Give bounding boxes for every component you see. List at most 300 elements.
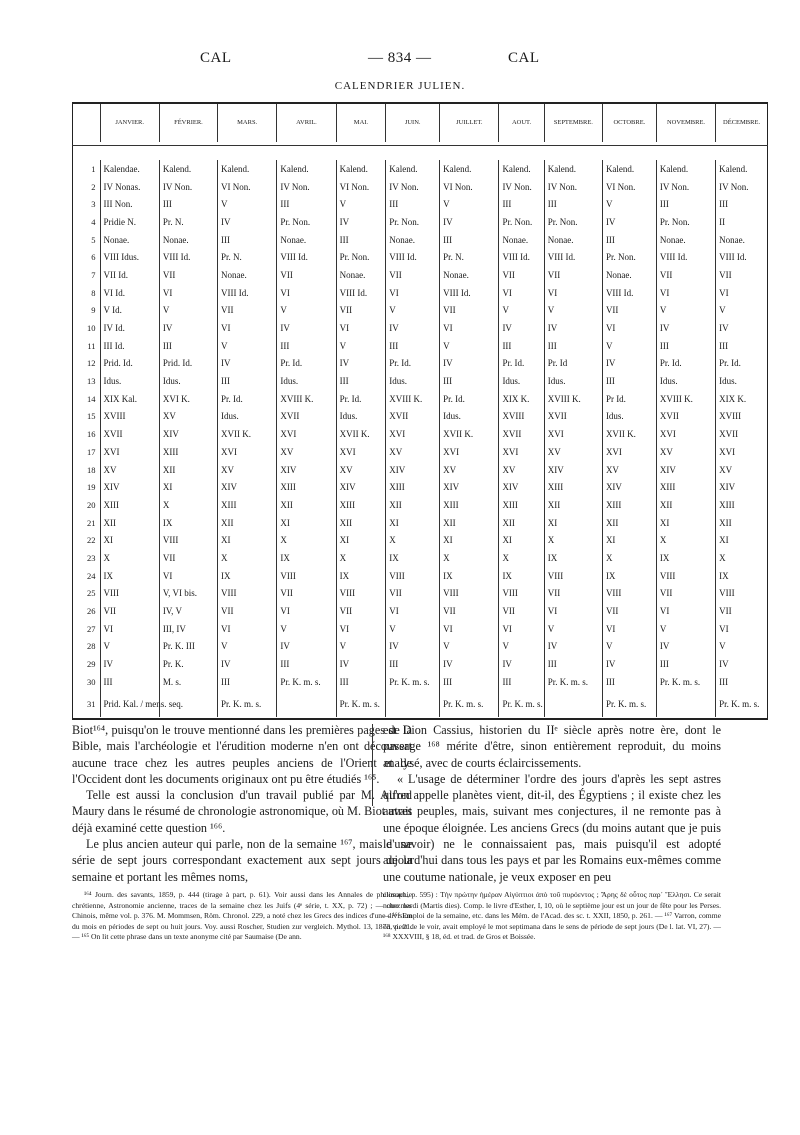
table-cell: III Non. [100, 195, 159, 213]
table-row [72, 655, 768, 673]
table-cell: VI [544, 602, 602, 620]
day-number: 12 [72, 355, 100, 373]
table-cell: VI [218, 319, 277, 337]
table-cell: VIII [277, 567, 336, 585]
table-cell: III [440, 673, 499, 691]
table-cell: Pr. K. m. s. [602, 691, 656, 717]
table-cell: IX [386, 549, 440, 567]
table-cell: VIII Id. [656, 248, 715, 266]
table-cell: IV [218, 213, 277, 231]
table-cell [544, 691, 602, 717]
table-row [72, 372, 768, 390]
table-cell: III [719, 676, 729, 687]
table-cell: XI [100, 531, 159, 549]
table-cell: III [386, 337, 440, 355]
day-number: 6 [72, 248, 100, 266]
table-cell: VI Non. [602, 178, 656, 196]
table-cell: III [602, 673, 656, 691]
table-cell: Pr. K. [159, 655, 217, 673]
footnotes-right [383, 890, 721, 943]
table-cell: X [218, 549, 277, 567]
table-row [72, 213, 768, 231]
table-cell: VII [544, 266, 602, 284]
day-number: 10 [72, 319, 100, 337]
table-cell: V [544, 302, 602, 320]
table-cell: XII [336, 514, 386, 532]
table-cell: XVII [544, 408, 602, 426]
table-cell: XIV [277, 461, 336, 479]
table-cell: VIII [159, 531, 217, 549]
table-cell: Pr. Non. [277, 213, 336, 231]
table-cell: X [544, 531, 602, 549]
table-cell: XV [602, 461, 656, 479]
table-cell: XV [386, 443, 440, 461]
table-cell: Idus. [656, 372, 715, 390]
table-cell: VI [159, 284, 217, 302]
table-cell: III [218, 372, 277, 390]
table-cell: XI [499, 531, 544, 549]
table-cell: Idus. [544, 372, 602, 390]
table-cell: XII [386, 496, 440, 514]
table-cell: IV [602, 655, 656, 673]
table-cell: XIII [656, 478, 715, 496]
table-cell: V [159, 302, 217, 320]
table-cell: III [159, 195, 217, 213]
table-cell: Nonae. [544, 231, 602, 249]
table-cell: V [277, 620, 336, 638]
table-cell: XII [544, 496, 602, 514]
day-number: 8 [72, 284, 100, 302]
table-cell: VI Non. [336, 178, 386, 196]
table-cell: VI [336, 620, 386, 638]
table-cell: IV [440, 655, 499, 673]
table-cell: V [440, 638, 499, 656]
table-cell: IV Id. [100, 319, 159, 337]
table-cell: III [499, 195, 544, 213]
table-cell: XI [277, 514, 336, 532]
table-cell: X [100, 549, 159, 567]
table-cell: III [277, 655, 336, 673]
table-cell: VI [656, 602, 715, 620]
table-cell: IV, V [159, 602, 217, 620]
table-cell: V [440, 195, 499, 213]
table-cell: VIII Idus. [100, 248, 159, 266]
day-number: 22 [72, 531, 100, 549]
table-cell: XII [656, 496, 715, 514]
table-cell: XIII [336, 496, 386, 514]
day-number: 4 [72, 213, 100, 231]
table-cell: IV [499, 655, 544, 673]
table-cell: XV [100, 461, 159, 479]
column-divider [372, 724, 373, 806]
table-title: CALENDRIER JULIEN. [334, 80, 466, 92]
table-cell: V Id. [100, 302, 159, 320]
table-cell: V [336, 337, 386, 355]
table-cell: VIII Id. [159, 248, 217, 266]
table-cell: XVIII [499, 408, 544, 426]
footnote-text: climact., p. 595) : Τὴν πρώτην ἡμέραν Αἰγύπτιοι ἀπὸ τοῦ πυρόεντος ; Ἄρης δὲ οὗτος παρ᾽ Ἕλλησι. Ce serait notre mardi (Martis dies). Comp. le livre d'Esther, I, 10, où le septième jour est un jour de fête pour les Perses. — ¹⁶⁶ Emploi de la semaine, etc. dans les Mém. de l'Acad. des sc. t. XXII, 1850, p. 261. — ¹⁶⁷ Varron, comme on vient de le voir, avait employé le mot septimana dans le sens de période de sept jours (De l. lat. VI, 27). — ¹⁶⁸ XXXVIII, § 18, éd. et trad. de Gros et Boissée. [383, 890, 721, 942]
table-cell: VI [386, 284, 440, 302]
table-cell: Kalend. [440, 160, 499, 178]
table-row [72, 567, 768, 585]
table-cell: XIII [100, 496, 159, 514]
table-cell: IX [440, 567, 499, 585]
table-cell: VIII Id. [602, 284, 656, 302]
table-cell: Kalend. [719, 163, 748, 174]
header-left: CAL [200, 50, 232, 66]
table-cell: IV Non. [544, 178, 602, 196]
table-row [72, 673, 768, 691]
table-cell: VII [544, 585, 602, 603]
table-cell: VIII Id. [386, 248, 440, 266]
table-cell: VI Non. [440, 178, 499, 196]
table-row [72, 248, 768, 266]
month-header: JUILLET. [440, 102, 499, 142]
table-cell: VI Non. [218, 178, 277, 196]
table-cell: Pr. K. m. s. [544, 673, 602, 691]
table-cell: VII [602, 602, 656, 620]
table-cell: VIII [440, 585, 499, 603]
day-number: 3 [72, 195, 100, 213]
table-cell: III [656, 195, 715, 213]
table-cell: XVI K. [159, 390, 217, 408]
table-cell: Idus. [218, 408, 277, 426]
table-cell: IV [218, 655, 277, 673]
table-cell: V [218, 638, 277, 656]
table-cell: VI [602, 620, 656, 638]
table-cell: IV [386, 638, 440, 656]
table-cell: XI [159, 478, 217, 496]
table-cell: V [544, 620, 602, 638]
day-number: 20 [72, 496, 100, 514]
table-cell: III [336, 372, 386, 390]
table-cell: V [218, 337, 277, 355]
table-cell: Nonae. [218, 266, 277, 284]
table-cell: XIII [440, 496, 499, 514]
table-cell: XVI [277, 425, 336, 443]
table-cell: VII [336, 302, 386, 320]
table-cell: XI [386, 514, 440, 532]
table-cell: VII [386, 585, 440, 603]
body-left-column [72, 722, 412, 885]
table-cell: VI [656, 284, 715, 302]
table-cell: XIII [544, 478, 602, 496]
table-cell: III [544, 655, 602, 673]
table-cell: IV [544, 319, 602, 337]
table-cell: X [602, 549, 656, 567]
table-cell: XVII K. [440, 425, 499, 443]
table-cell: III [656, 337, 715, 355]
table-cell: IV [440, 213, 499, 231]
table-cell: III [277, 337, 336, 355]
table-cell: Prid. Kal. / mens. seq. [100, 691, 159, 717]
table-cell: III [218, 673, 277, 691]
table-cell: Idus. [719, 376, 737, 387]
table-cell: VI [440, 319, 499, 337]
table-cell: IX [499, 567, 544, 585]
table-cell: III [719, 340, 729, 351]
table-cell: VIII [499, 585, 544, 603]
table-cell: XV [656, 443, 715, 461]
table-cell: Pr. Non. [336, 248, 386, 266]
table-cell: IV [218, 355, 277, 373]
table-cell: V [499, 302, 544, 320]
table-cell: Pr. Non. [602, 248, 656, 266]
table-cell: VI [386, 602, 440, 620]
table-cell: VI Id. [100, 284, 159, 302]
table-row [72, 443, 768, 461]
day-number: 24 [72, 567, 100, 585]
table-row [72, 620, 768, 638]
table-cell: X [386, 531, 440, 549]
table-cell: Pr. Id. [499, 355, 544, 373]
table-cell: V [218, 195, 277, 213]
table-row [72, 549, 768, 567]
table-cell: VII [656, 585, 715, 603]
table-cell: III [602, 231, 656, 249]
table-cell: III [602, 372, 656, 390]
month-header: DÉCEMBRE. [716, 102, 768, 142]
table-row [72, 355, 768, 373]
table-cell: XIV [602, 478, 656, 496]
table-row [72, 408, 768, 426]
table-cell: XIV [159, 425, 217, 443]
table-cell: Prid. Id. [100, 355, 159, 373]
day-number: 28 [72, 638, 100, 656]
table-cell: VIII Id. [336, 284, 386, 302]
table-cell: III [100, 673, 159, 691]
table-cell: IX [336, 567, 386, 585]
table-cell: VI [159, 567, 217, 585]
table-cell: III Id. [100, 337, 159, 355]
table-row [72, 160, 768, 178]
month-header: FÉVRIER. [159, 102, 217, 142]
table-row [72, 195, 768, 213]
table-cell: XVI [499, 443, 544, 461]
table-cell: Pr. Non. [656, 213, 715, 231]
table-cell: X [159, 496, 217, 514]
day-number: 7 [72, 266, 100, 284]
table-cell: XVI [719, 446, 736, 457]
table-cell: XII [499, 514, 544, 532]
table-cell: IV [719, 659, 729, 670]
table-cell: VII [440, 602, 499, 620]
table-cell: Pr. K. m. s. [218, 691, 277, 717]
table-cell: Kalend. [277, 160, 336, 178]
table-cell: Idus. [277, 372, 336, 390]
day-number: 21 [72, 514, 100, 532]
table-cell: III [277, 195, 336, 213]
table-cell: VIII [100, 585, 159, 603]
table-cell: VI [544, 284, 602, 302]
table-cell: VIII [218, 585, 277, 603]
table-cell: Kalend. [218, 160, 277, 178]
day-number: 19 [72, 478, 100, 496]
table-cell [386, 691, 440, 717]
table-cell: VI [602, 319, 656, 337]
table-cell: Prid. Id. [159, 355, 217, 373]
table-cell: XV [277, 443, 336, 461]
table-cell: Pr. Id. [336, 390, 386, 408]
table-cell: Nonae. [656, 231, 715, 249]
table-row [72, 638, 768, 656]
table-cell: III [336, 231, 386, 249]
table-cell: Pr. Id [544, 355, 602, 373]
table-cell: XIII [386, 478, 440, 496]
table-cell: V [499, 638, 544, 656]
page-header [0, 50, 800, 74]
table-cell: XVIII K. [544, 390, 602, 408]
table-cell: VII [440, 302, 499, 320]
table-cell: XV [499, 461, 544, 479]
table-cell: III, IV [159, 620, 217, 638]
day-number: 11 [72, 337, 100, 355]
table-cell: XII [100, 514, 159, 532]
table-cell: VI [440, 620, 499, 638]
table-cell: Nonae. [277, 231, 336, 249]
day-number: 15 [72, 408, 100, 426]
table-cell: III [218, 231, 277, 249]
table-cell: V [656, 620, 715, 638]
table-cell: IV [100, 655, 159, 673]
table-cell: III [656, 655, 715, 673]
table-cell: VIII Id. [719, 252, 747, 263]
table-cell: VIII [602, 585, 656, 603]
month-header: NOVEMBRE. [656, 102, 715, 142]
day-number: 17 [72, 443, 100, 461]
table-cell: XI [440, 531, 499, 549]
table-cell: III [159, 337, 217, 355]
table-cell: X [656, 531, 715, 549]
table-row [72, 337, 768, 355]
table-cell: XI [602, 531, 656, 549]
table-cell: X [440, 549, 499, 567]
table-row [72, 691, 768, 717]
table-cell: XVI [100, 443, 159, 461]
table-cell: Nonae. [100, 231, 159, 249]
table-cell: Kalend. [159, 160, 217, 178]
table-row [72, 231, 768, 249]
table-cell: Kalendae. [100, 160, 159, 178]
table-cell: V, VI bis. [159, 585, 217, 603]
month-header: JANVIER. [100, 102, 159, 142]
table-cell: Pr. K. III [159, 638, 217, 656]
table-cell: VI [499, 284, 544, 302]
table-cell: XVIII K. [656, 390, 715, 408]
table-row [72, 514, 768, 532]
table-cell: XII [277, 496, 336, 514]
table-cell: IV Non. [277, 178, 336, 196]
paragraph: est Dion Cassius, historien du IIᵉ siècle après notre ère, dont le passage ¹⁶⁸ mérite d'être, sinon entièrement reproduit, du moins analysé, avec de courts éclaircissements. [383, 723, 721, 770]
table-cell: VII [159, 266, 217, 284]
table-cell: IV [386, 319, 440, 337]
table-cell: XIV [719, 482, 736, 493]
table-cell: IV Non. [719, 181, 749, 192]
table-cell: IV [544, 638, 602, 656]
table-cell: VIII Id. [218, 284, 277, 302]
table-cell: Pr. K. m. s. [440, 691, 499, 717]
table-cell: VII [602, 302, 656, 320]
month-header: AOUT. [499, 102, 544, 142]
table-row [72, 319, 768, 337]
table-cell: XV [440, 461, 499, 479]
table-cell: VI [277, 284, 336, 302]
table-cell: Pr. K. m. s. [336, 691, 386, 717]
table-cell: XVI [602, 443, 656, 461]
table-cell: Nonae. [386, 231, 440, 249]
table-cell: XVII [277, 408, 336, 426]
day-number: 14 [72, 390, 100, 408]
table-cell: XVI [336, 443, 386, 461]
julian-calendar-table [72, 102, 768, 717]
table-cell: XVII [499, 425, 544, 443]
day-number: 30 [72, 673, 100, 691]
table-cell: VIII Id. [440, 284, 499, 302]
table-cell: VI [719, 287, 729, 298]
table-cell: XVII [100, 425, 159, 443]
table-cell: IV Non. [159, 178, 217, 196]
day-number: 25 [72, 585, 100, 603]
table-cell: XIX Kal. [100, 390, 159, 408]
day-number: 9 [72, 302, 100, 320]
table-cell: Idus. [100, 372, 159, 390]
table-cell: IV [336, 213, 386, 231]
table-cell: Pr. N. [440, 248, 499, 266]
table-cell: V [656, 302, 715, 320]
table-cell: Pr. K. m. s. [656, 673, 715, 691]
table-cell: XII [602, 514, 656, 532]
table-cell: VII Id. [100, 266, 159, 284]
table-cell: III [499, 337, 544, 355]
table-cell: II [719, 216, 726, 227]
day-number: 29 [72, 655, 100, 673]
table-cell: IV [602, 213, 656, 231]
table-cell: XIV [656, 461, 715, 479]
table-cell: IV Nonas. [100, 178, 159, 196]
table-cell: VII [277, 266, 336, 284]
table-cell: Idus. [159, 372, 217, 390]
table-cell: XIII [277, 478, 336, 496]
table-cell: III [544, 337, 602, 355]
day-number: 2 [72, 178, 100, 196]
table-cell: IX [218, 567, 277, 585]
table-cell: Kalend. [544, 160, 602, 178]
table-cell: Idus. [386, 372, 440, 390]
paragraph: Telle est aussi la conclusion d'un travail publié par M. Alfred Maury dans le résumé de chronologie astronomique, où M. Biot avait déjà examiné cette question ¹⁶⁶. [72, 788, 412, 835]
table-cell [656, 691, 715, 717]
table-cell: Pr. Non. [544, 213, 602, 231]
table-cell: Kalend. [656, 160, 715, 178]
table-cell: IV [719, 323, 729, 334]
table-cell: XVIII K. [386, 390, 440, 408]
table-cell: IV [602, 355, 656, 373]
table-cell: VII [719, 606, 732, 617]
table-cell: VI [100, 620, 159, 638]
table-cell: XIII [602, 496, 656, 514]
footnotes-left [72, 890, 412, 943]
paragraph: « L'usage de déterminer l'ordre des jours d'après les sept astres qu'on appelle planètes vient, dit-il, des Égyptiens ; il existe chez les autres peuples, mais, suivant mes conjectures, il ne remonte pas à une époque éloignée. Les anciens Grecs (du moins autant que je puis le savoir) ne le connaissaient pas, mais puisqu'il est adopté aujourd'hui dans tous les pays et par les Romains eux-mêmes comme une coutume nationale, je veux exposer en peu [383, 771, 721, 884]
day-number: 23 [72, 549, 100, 567]
table-cell: III [499, 673, 544, 691]
table-cell: V [602, 337, 656, 355]
table-cell [277, 691, 336, 717]
table-row [72, 284, 768, 302]
table-cell: VIII Id. [277, 248, 336, 266]
table-row [72, 178, 768, 196]
table-cell: IX [602, 567, 656, 585]
table-cell: XIV [499, 478, 544, 496]
table-cell: Pr. Id. [656, 355, 715, 373]
